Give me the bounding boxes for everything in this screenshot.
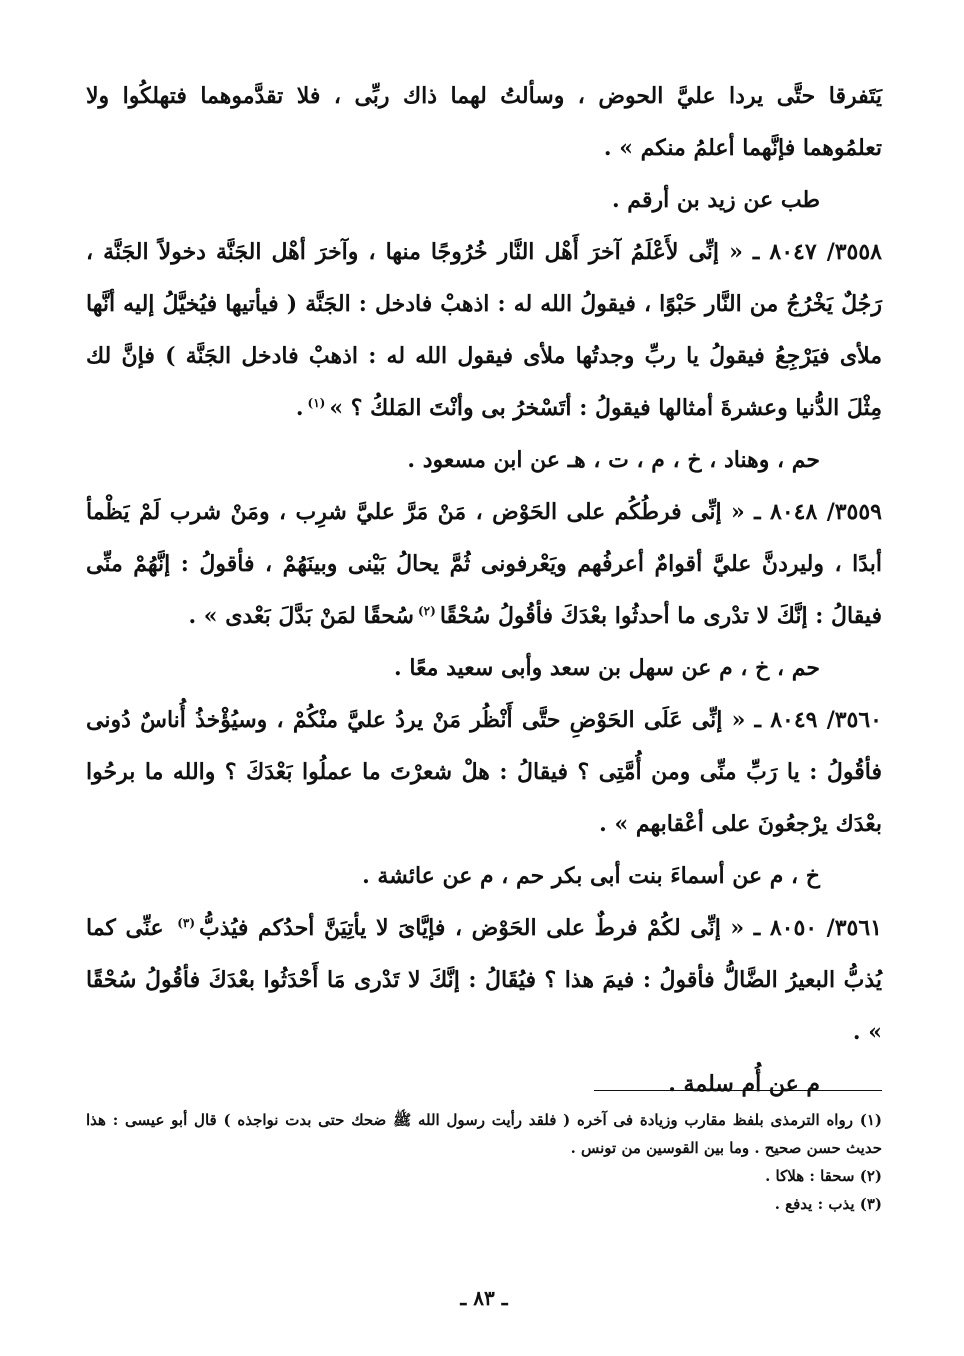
footnote-ref-1: (١) — [307, 395, 326, 410]
footnote-ref-3: (٣) — [177, 915, 196, 930]
footnote-2: (٢) سحقا : هلاكا . — [765, 1167, 882, 1185]
source-reference: م عن أُم سلمة . — [668, 1071, 820, 1097]
source-reference: حم ، خ ، م عن سهل بن سعد وأبى سعيد معًا . — [394, 655, 820, 681]
footnote-ref-2: (٢) — [417, 603, 436, 618]
hadith-continuation — [86, 70, 882, 174]
document-page — [86, 70, 882, 1320]
footnote-3: (٣) يذب : يدفع . — [774, 1195, 882, 1213]
main-text — [86, 70, 882, 1110]
hadith-3561: ٣٥٦١/ ٨٠٥٠ ـ « إنِّى لكُمْ فرطٌ على الحَوْض ، فإيَّاىَ لا يأتِيَنَّ أحدُكم فيُذبُّ$^{(٣)}$ عنِّى كما يُذبُّ البعيرُ الضَّالُّ فأقولُ : فيمَ هذا ؟ فيُقَالُ : إنَّكَ لا تَدْرى مَا أَحْدَثُوا بعْدَكَ فأقُولُ سُحْقًا » . — [86, 915, 882, 1045]
source-reference: خ ، م عن أسماءَ بنت أبى بكر حم ، م عن عائشة . — [362, 863, 820, 889]
source-reference: حم ، وهناد ، خ ، م ، ت ، هـ عن ابن مسعود . — [407, 447, 820, 473]
footnotes — [86, 1106, 882, 1218]
hadith-continuation-text: يَتَفرقا حتَّى يردا عليَّ الحوض ، وسألتُ لهما ذاك ربِّى ، فلا تقدَّموهما فتهلكُوا ولا تعلمُوهما فإنَّهما أعلمُ منكم » . — [86, 83, 882, 161]
hadith-3558: ٣٥٥٨/ ٨٠٤٧ ـ « إنِّى لأَعْلَمُ آخرَ أَهْل النَّار خُرُوجًا منها ، وآخرَ أهْل الجَنَّة دخولاً الجَنَّة ، رَجُلٌ يَخْرُجُ من النَّار حَبْوًا ، فيقولُ الله له : اذهبْ فادخل : الجَنَّة ( فيأتيها فيُخيَّلُ إليه أنَّها ملأى فيَرْجِعُ فيقولُ يا ربِّ وجدتُها ملأى فيقول الله له : اذهبْ فادخل الجَنَّة ) فإنَّ لك مِثْلَ الدُّنيا وعشرةَ أمثالها فيقولُ : أتَسْخرُ بى وأنْتَ المَلكُ ؟ »$^{(١)}$. — [86, 239, 882, 421]
source-reference: طب عن زيد بن أرقم . — [611, 187, 820, 213]
footnote-1: (١) رواه الترمذى بلفظ مقارب وزيادة فى آخره ( فلقد رأيت رسول الله ﷺ ضحك حتى بدت نواجذه ) قال أبو عيسى : هذا حديث حسن صحيح . وما بين القوسين من تونس . — [86, 1111, 882, 1157]
hadith-3560: ٣٥٦٠/ ٨٠٤٩ ـ « إنِّى عَلَى الحَوْضِ حتَّى أَنْظُر مَنْ يردُ عليَّ منْكُمْ ، وسيُؤْخذُ أُناسٌ دُونى فأقُولُ : يا رَبِّ منِّى ومن أُمَّتِى ؟ فيقالُ : هلْ شعرْتَ ما عملُوا بَعْدَكَ ؟ والله ما برحُوا بعْدَك يرْجعُونَ على أعْقابهم » . — [86, 707, 882, 837]
hadith-3559: ٣٥٥٩/ ٨٠٤٨ ـ « إنِّى فرطُكُم على الحَوْض ، مَنْ مَرَّ عليَّ شرِب ، ومَنْ شرب لَمْ يَظْمأ أبدًا ، وليردنَّ عليَّ أقوامٌ أعرفُهم ويَعْرفونى ثُمَّ يحالُ بَيْنى وبينَهُمْ ، فأقولُ : إنَّهُمْ منِّى فيقالُ : إنَّكَ لا تدْرى ما أحدثُوا بعْدَكَ فأقُولُ سُحْقًا$^{(٢)}$سُحقًا لمَنْ بَدَّلَ بَعْدى » . — [86, 499, 882, 629]
footnote-divider — [594, 1090, 882, 1091]
page-number: ـ ٨٣ ـ — [460, 1286, 508, 1310]
